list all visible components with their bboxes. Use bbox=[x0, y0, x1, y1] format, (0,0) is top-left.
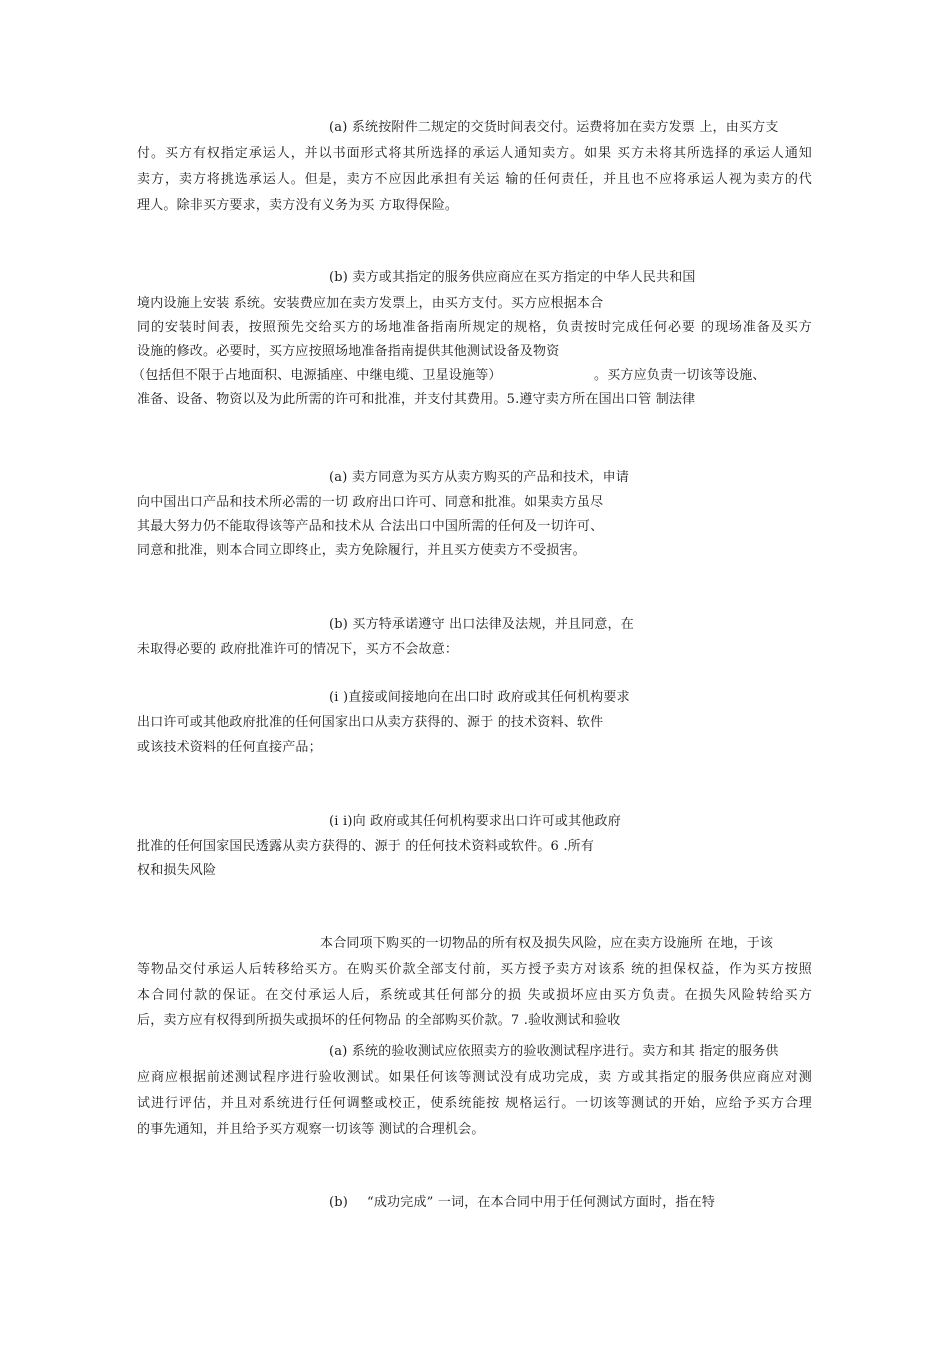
paragraph-1-line-3: 卖方，卖方将挑选承运人。但是，卖方不应因此承担有关运 输的任何责任，并且也不应将承运人视为卖方的代 bbox=[137, 172, 812, 187]
paragraph-2-line-3: 同的安装时间表，按照预先交给买方的场地准备指南所规定的规格，负责按时完成任何必要 的现场准备及买方 bbox=[137, 320, 812, 335]
paragraph-1-line-4: 理人。除非买方要求，卖方没有义务为买 方取得保险。 bbox=[137, 198, 459, 213]
paragraph-7-line-1: 本合同项下购买的一切物品的所有权及损失风险，应在卖方设施所 在地，于该 bbox=[320, 936, 774, 951]
paragraph-5-line-2: 出口许可或其他政府批准的任何国家出口从卖方获得的、源于 的技术资料、软件 bbox=[137, 715, 604, 730]
paragraph-9-line-1: “成功完成” 一词，在本合同中用于任何测试方面时，指在特 bbox=[367, 1195, 716, 1210]
paragraph-7-line-2: 等物品交付承运人后转移给买方。在购买价款全部支付前，买方授予卖方对该系 统的担保权益，作为买方按照 bbox=[137, 962, 812, 977]
paragraph-3-line-1: (a) 卖方同意为买方从卖方购买的产品和技术，申请 bbox=[329, 470, 630, 485]
paragraph-7-line-3: 本合同付款的保证。在交付承运人后，系统或其任何部分的损 失或损坏应由买方负责。在损失风险转给买方 bbox=[137, 988, 812, 1003]
paragraph-4-line-2: 未取得必要的 政府批准许可的情况下，买方不会故意： bbox=[137, 642, 459, 657]
paragraph-8-line-3: 试进行评估，并且对系统进行任何调整或校正，使系统能按 规格运行。一切该等测试的开始，应给予买方合理 bbox=[137, 1096, 812, 1111]
paragraph-3-line-3: 其最大努力仍不能取得该等产品和技术从 合法出口中国所需的任何及一切许可、 bbox=[137, 519, 604, 534]
paragraph-1-line-1: (a) 系统按附件二规定的交货时间表交付。运费将加在卖方发票 上，由买方支 bbox=[329, 120, 779, 135]
paragraph-6-line-3: 权和损失风险 bbox=[137, 863, 217, 878]
paragraph-2-line-4: 设施的修改。必要时，买方应按照场地准备指南提供其他测试设备及物资 bbox=[137, 344, 560, 359]
paragraph-6-line-1: (i i)向 政府或其任何机构要求出口许可或其他政府 bbox=[329, 814, 621, 829]
paragraph-8-line-4: 的事先通知，并且给予买方观察一切该等 测试的合理机会。 bbox=[137, 1122, 485, 1137]
paragraph-3-line-4: 同意和批准，则本合同立即终止，卖方免除履行，并且买方使卖方不受损害。 bbox=[137, 543, 586, 558]
paragraph-2-line-1: (b) 卖方或其指定的服务供应商应在买方指定的中华人民共和国 bbox=[329, 270, 696, 285]
paragraph-2-line-5: （包括但不限于占地面积、电源插座、中继电缆、卫星设施等） bbox=[132, 368, 502, 383]
paragraph-8-line-1: (a) 系统的验收测试应依照卖方的验收测试程序进行。卖方和其 指定的服务供 bbox=[329, 1044, 779, 1059]
paragraph-5-line-3: 或该技术资料的任何直接产品； bbox=[137, 740, 322, 755]
paragraph-2-line-6: 准备、设备、物资以及为此所需的许可和批准，并支付其费用。5.遵守卖方所在国出口管 制法律 bbox=[137, 392, 696, 407]
paragraph-6-line-2: 批准的任何国家国民透露从卖方获得的、源于 的任何技术资料或软件。6 .所有 bbox=[137, 839, 595, 854]
paragraph-9-label: (b) bbox=[329, 1195, 349, 1210]
paragraph-8-line-2: 应商应根据前述测试程序进行验收测试。如果任何该等测试没有成功完成，卖 方或其指定的服务供应商应对测 bbox=[137, 1070, 812, 1085]
paragraph-1-line-2: 付。买方有权指定承运人，并以书面形式将其所选择的承运人通知卖方。如果 买方未将其所选择的承运人通知 bbox=[137, 146, 812, 161]
paragraph-3-line-2: 向中国出口产品和技术所必需的一切 政府出口许可、同意和批准。如果卖方虽尽 bbox=[137, 495, 604, 510]
paragraph-2-line-5b: 。买方应负责一切该等设施、 bbox=[594, 368, 766, 383]
paragraph-7-line-4: 后，卖方应有权得到所损失或损坏的任何物品 的全部购买价款。7 .验收测试和验收 bbox=[137, 1013, 621, 1028]
paragraph-4-line-1: (b) 买方特承诺遵守 出口法律及法规，并且同意，在 bbox=[329, 617, 634, 632]
paragraph-2-line-2: 境内设施上安装 系统。安装费应加在卖方发票上，由买方支付。买方应根据本合 bbox=[137, 296, 604, 311]
paragraph-5-line-1: (i )直接或间接地向在出口时 政府或其任何机构要求 bbox=[329, 690, 630, 705]
